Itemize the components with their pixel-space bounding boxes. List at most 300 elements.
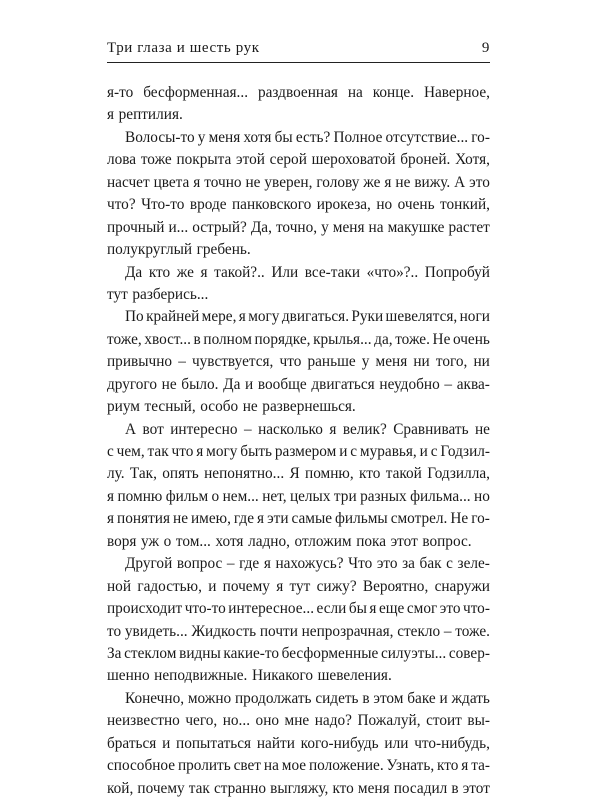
header-rule	[107, 62, 490, 63]
word: эти	[267, 510, 289, 528]
running-header	[107, 40, 490, 57]
word: пролить	[177, 757, 231, 775]
word: не	[242, 398, 258, 416]
word: Или	[271, 263, 299, 281]
word: сидеть	[315, 689, 359, 707]
word: такой	[385, 465, 422, 483]
word: браться	[107, 734, 157, 752]
word: За	[107, 644, 122, 662]
word: рептилия.	[118, 106, 183, 124]
word: другого	[107, 375, 157, 393]
word: о	[211, 487, 220, 505]
word: что	[171, 443, 194, 460]
word: особо	[200, 398, 239, 416]
text-line	[107, 508, 490, 530]
word: я	[461, 757, 469, 775]
word: Волосы-то	[125, 128, 195, 146]
word: раньше	[307, 353, 356, 371]
word: панковского	[232, 196, 312, 214]
word: нет,	[262, 487, 287, 505]
word: бы	[348, 600, 367, 618]
word: этой	[236, 151, 265, 169]
word: Не	[432, 330, 451, 348]
word: Вероятно,	[362, 577, 429, 595]
word: это	[469, 173, 490, 191]
word: шенно	[107, 667, 150, 685]
word: бесформенные	[281, 644, 379, 662]
word: я	[369, 600, 377, 618]
word: и	[439, 689, 448, 707]
word: прочный	[107, 218, 165, 236]
text-line	[107, 778, 490, 800]
word: –	[226, 555, 235, 573]
word: у	[321, 218, 329, 236]
word: Сравнивать	[393, 420, 469, 438]
word: тоже,	[107, 330, 142, 348]
word: не	[475, 420, 490, 438]
word: так	[188, 779, 210, 797]
word: интересно	[170, 420, 238, 438]
word: Пожалуй,	[357, 712, 421, 730]
word: го-	[471, 128, 490, 146]
word: Не	[450, 510, 469, 528]
word: было.	[181, 375, 219, 393]
word: я	[238, 308, 246, 326]
word: кто	[437, 757, 459, 775]
word: с	[350, 443, 358, 460]
word: можно	[187, 689, 232, 707]
word: и	[208, 577, 217, 595]
word: тоже.	[395, 330, 430, 348]
word: кто	[332, 779, 354, 797]
word: такой?..	[214, 263, 265, 281]
word: непрозрачная,	[301, 622, 394, 640]
word: я	[193, 173, 201, 191]
word: какие-то	[223, 644, 280, 662]
word: очень	[397, 196, 435, 214]
word: Да	[125, 263, 143, 281]
word: я	[107, 510, 115, 528]
word: я-то	[107, 84, 134, 101]
word: меня	[375, 353, 408, 371]
word: ни	[413, 353, 430, 371]
word: По	[125, 308, 144, 326]
book-title: Три глаза и шесть рук	[107, 40, 260, 56]
word: это	[376, 555, 398, 573]
word: баке	[407, 689, 436, 707]
word: положение.	[308, 757, 384, 775]
word: где	[233, 510, 255, 528]
word: но	[474, 487, 490, 505]
word: А	[125, 420, 137, 438]
word: оно	[255, 712, 280, 730]
word: где	[239, 555, 260, 573]
word: Никакого	[251, 667, 314, 685]
word: того,	[435, 353, 468, 371]
word: самые	[291, 510, 333, 528]
word: меня	[208, 128, 241, 146]
word: непонятно...	[204, 465, 285, 483]
text-line	[107, 621, 490, 643]
word: тут	[107, 285, 128, 303]
word: все-таки	[304, 263, 361, 281]
word: Что-то	[141, 196, 185, 214]
word: фильмы	[335, 510, 388, 528]
word: точно	[204, 173, 242, 191]
text-line	[107, 239, 490, 261]
word: еще	[378, 600, 405, 618]
word: силуэты...	[380, 644, 447, 662]
word: и	[162, 734, 171, 752]
text-line	[107, 396, 490, 418]
word: привычно	[107, 353, 173, 371]
word: но...	[222, 712, 251, 730]
word: разберись...	[132, 285, 209, 303]
word: о	[163, 532, 172, 550]
word: лова	[107, 151, 137, 169]
word: что-	[463, 600, 490, 618]
word: размером	[274, 443, 337, 460]
text-line	[107, 643, 490, 665]
word: Годзил-	[440, 443, 490, 460]
word: макушке	[387, 218, 445, 236]
word: попытаться	[176, 734, 252, 752]
word: та-	[471, 757, 490, 775]
word: сижу?	[316, 577, 357, 595]
word: Годзилла,	[427, 465, 490, 483]
word: мере,	[201, 308, 237, 326]
word: что?	[107, 196, 136, 214]
word: но	[376, 196, 393, 214]
text-line	[107, 598, 490, 620]
word: кой,	[107, 779, 134, 797]
word: надо?	[314, 712, 352, 730]
word: уж	[141, 532, 160, 550]
word: меня	[357, 779, 390, 797]
word: я	[276, 577, 284, 595]
word: могу	[248, 308, 280, 326]
word: двигаться.	[281, 308, 350, 326]
word: Да	[223, 375, 241, 393]
word: почему	[137, 779, 185, 797]
word: хотя	[243, 128, 272, 146]
word: же	[363, 173, 381, 191]
word: Я	[289, 465, 300, 483]
word: вот	[142, 420, 164, 438]
word: смотрел.	[390, 510, 448, 528]
word: я	[107, 106, 115, 124]
word: –	[443, 622, 452, 640]
word: –	[178, 353, 186, 371]
word: меня	[332, 218, 365, 236]
word: насколько	[258, 420, 323, 438]
word: фильм	[165, 487, 209, 505]
text-line	[107, 531, 490, 553]
word: целых	[289, 487, 331, 505]
word: раздвоенная	[257, 84, 338, 101]
word: броней.	[400, 151, 451, 169]
word: аква-	[456, 375, 490, 393]
text-line	[107, 127, 490, 149]
word: фильма...	[410, 487, 471, 505]
word: имею,	[191, 510, 231, 528]
word: А	[454, 173, 466, 191]
word: Руки	[351, 308, 384, 326]
word: Хотя,	[455, 151, 490, 169]
word: конце.	[372, 84, 415, 101]
word: и...	[168, 218, 189, 236]
text-line	[107, 463, 490, 485]
word: снаружи	[434, 577, 490, 595]
word: не	[161, 375, 177, 393]
word: увидеть...	[124, 622, 188, 640]
text-line	[107, 441, 490, 463]
text-line	[107, 284, 490, 306]
word: на	[368, 218, 384, 236]
word: нем...	[222, 487, 259, 505]
word: с	[430, 443, 438, 460]
word: отсутствие...	[385, 128, 469, 146]
text-line	[107, 486, 490, 508]
word: свет	[233, 757, 261, 775]
word: порядке,	[254, 330, 311, 348]
word: крайней	[146, 308, 200, 326]
word: том...	[175, 532, 211, 550]
word: «что»?..	[366, 263, 419, 281]
word: что-нибудь,	[414, 734, 490, 752]
word: что-то	[184, 600, 226, 618]
word: и	[245, 375, 254, 393]
word: ирокеза,	[316, 196, 371, 214]
word: вижу.	[414, 173, 451, 191]
word: отложим	[294, 532, 352, 550]
word: этот	[462, 779, 490, 797]
word: стоит	[426, 712, 462, 730]
word: покрыта	[176, 151, 232, 169]
word: ной	[107, 577, 132, 595]
word: велик?	[342, 420, 387, 438]
word: почти	[259, 622, 298, 640]
text-line	[107, 217, 490, 239]
word: стекло	[397, 622, 441, 640]
word: я	[384, 173, 392, 191]
word: ни	[473, 353, 490, 371]
body-text	[107, 82, 490, 800]
word: растет	[448, 218, 490, 236]
word: чем,	[116, 443, 145, 460]
word: муравья,	[359, 443, 417, 460]
word: тесный,	[144, 398, 196, 416]
word: я	[196, 443, 204, 460]
word: серой	[269, 151, 307, 169]
word: смог	[406, 600, 438, 618]
text-line	[107, 688, 490, 710]
word: это	[439, 600, 461, 618]
word: способное	[107, 757, 176, 775]
word: пока	[356, 532, 387, 550]
word: совер-	[448, 644, 490, 662]
word: то	[107, 622, 122, 640]
word: могу	[206, 443, 238, 460]
word: почему	[222, 577, 270, 595]
word: крылья...	[313, 330, 372, 348]
word: если	[316, 600, 347, 618]
word: тонкий,	[440, 196, 490, 214]
text-line	[107, 755, 490, 777]
word: мое	[281, 757, 307, 775]
word: три	[333, 487, 357, 505]
text-line	[107, 374, 490, 396]
word: в	[451, 779, 459, 797]
word: у	[361, 353, 370, 371]
text-line	[107, 329, 490, 351]
word: ладно,	[248, 532, 290, 550]
word: не	[395, 173, 411, 191]
word: продолжать	[235, 689, 312, 707]
word: двигаться	[311, 375, 375, 393]
word: я	[329, 420, 337, 438]
word: вопрос.	[422, 532, 472, 550]
word: неподвижные.	[154, 667, 248, 685]
text-line	[107, 104, 490, 126]
word: я	[263, 555, 271, 573]
word: нахожусь?	[275, 555, 344, 573]
text-line	[107, 351, 490, 373]
word: интересное...	[228, 600, 315, 618]
word: ноги	[459, 308, 490, 326]
word: тоже	[140, 151, 172, 169]
word: Жидкость	[191, 622, 257, 640]
word: мне	[284, 712, 310, 730]
word: в	[193, 330, 201, 348]
word: развернешься.	[262, 398, 356, 416]
text-line	[107, 733, 490, 755]
word: полукруглый	[107, 241, 193, 259]
word: шевелятся,	[385, 308, 458, 326]
word: найти	[256, 734, 295, 752]
word: так	[147, 443, 169, 460]
word: тоже.	[455, 622, 490, 640]
word: на	[347, 84, 363, 101]
text-line	[107, 576, 490, 598]
word: го-	[471, 510, 490, 528]
word: Другой	[125, 555, 173, 573]
text-line	[107, 172, 490, 194]
word: Что	[348, 555, 373, 573]
word: тут	[289, 577, 311, 595]
word: же	[176, 263, 194, 281]
word: у	[197, 128, 206, 146]
word: –	[243, 420, 252, 438]
word: есть?	[295, 128, 331, 146]
word: не	[245, 173, 261, 191]
word: я	[200, 263, 208, 281]
word: голову	[316, 173, 360, 191]
word: или	[384, 734, 409, 752]
word: неудобно	[379, 375, 440, 393]
word: видны	[179, 644, 221, 662]
word: бак	[419, 555, 442, 573]
word: очень	[452, 330, 490, 348]
word: насчет	[107, 173, 150, 191]
word: чувствуется,	[191, 353, 274, 371]
word: лу.	[107, 465, 125, 483]
word: я	[257, 510, 265, 528]
word: разных	[360, 487, 407, 505]
word: странно	[213, 779, 267, 797]
word: кто	[359, 465, 381, 483]
word: вроде	[189, 196, 227, 214]
word: с	[107, 443, 114, 460]
word: –	[444, 375, 453, 393]
text-line	[107, 306, 490, 328]
text-line	[107, 262, 490, 284]
text-line	[107, 665, 490, 687]
word: и	[419, 443, 428, 460]
word: Да,	[250, 218, 272, 236]
word: бесформенная...	[143, 84, 249, 101]
word: кого-нибудь	[300, 734, 379, 752]
word: быть	[240, 443, 273, 460]
word: не	[173, 510, 188, 528]
word: выгляжу,	[270, 779, 329, 797]
word: понятия	[117, 510, 171, 528]
word: полном	[203, 330, 252, 348]
word: чего,	[185, 712, 218, 730]
text-line	[107, 194, 490, 216]
word: уверен,	[264, 173, 313, 191]
word: посадил	[393, 779, 448, 797]
word: гадостью,	[137, 577, 202, 595]
word: опять	[162, 465, 199, 483]
text-line	[107, 710, 490, 732]
word: что	[279, 353, 302, 371]
word: помню	[117, 487, 163, 505]
text-line	[107, 82, 490, 104]
word: вообще	[257, 375, 307, 393]
word: этом	[373, 689, 404, 707]
word: бы	[274, 128, 293, 146]
word: воря	[107, 532, 137, 550]
word: Конечно,	[125, 689, 185, 707]
word: хотя	[215, 532, 244, 550]
word: Наверное,	[423, 84, 490, 101]
word: помню,	[305, 465, 354, 483]
word: точно,	[275, 218, 318, 236]
word: на	[263, 757, 279, 775]
word: этот	[390, 532, 418, 550]
word: Так,	[129, 465, 157, 483]
word: острый?	[192, 218, 247, 236]
word: с	[446, 555, 453, 573]
word: гребень.	[196, 241, 251, 259]
word: зеле-	[457, 555, 490, 573]
word: риум	[107, 398, 140, 416]
word: в	[362, 689, 370, 707]
word: да,	[374, 330, 393, 348]
word: Попробуй	[424, 263, 490, 281]
word: происходит	[107, 600, 183, 618]
word: хвост...	[144, 330, 191, 348]
page-number: 9	[481, 40, 490, 56]
word: ждать	[451, 689, 490, 707]
word: кто	[148, 263, 171, 281]
word: цвета	[153, 173, 190, 191]
word: за	[402, 555, 415, 573]
word: шевеления.	[317, 667, 392, 685]
word: стеклом	[124, 644, 177, 662]
word: неизвестно	[107, 712, 180, 730]
